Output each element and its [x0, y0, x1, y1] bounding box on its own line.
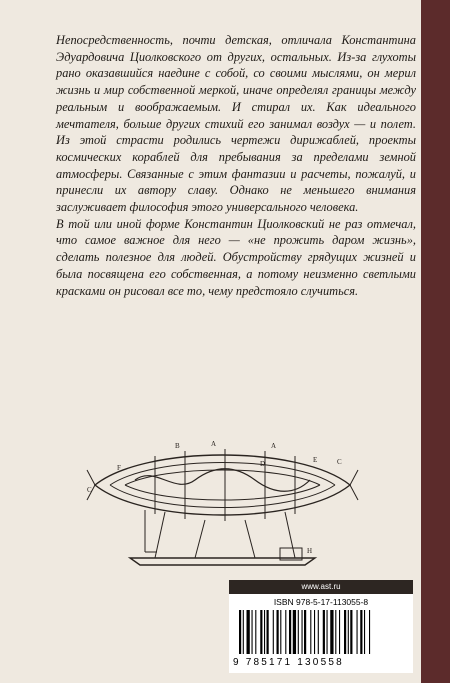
barcode-bar: [360, 610, 362, 654]
label-h: H: [307, 547, 313, 555]
barcode-bar: [304, 610, 306, 654]
barcode-bar: [369, 610, 370, 654]
barcode-bar: [339, 610, 340, 654]
barcode-bar: [260, 610, 262, 654]
barcode-bar: [239, 610, 241, 654]
barcode-bar: [350, 610, 352, 654]
barcode-bar: [302, 610, 303, 654]
barcode-bar: [323, 610, 325, 654]
barcode-bar: [344, 610, 346, 654]
barcode-bar: [330, 610, 333, 654]
barcode-bar: [289, 610, 291, 654]
back-cover-annotation: [56, 32, 416, 299]
label-c-left: C: [87, 486, 92, 494]
barcode-bar: [243, 610, 244, 654]
barcode-bar: [285, 610, 286, 654]
barcode-bar: [327, 610, 328, 654]
airship-engraving: [85, 440, 360, 570]
label-e: E: [313, 456, 318, 464]
barcode-bar: [357, 610, 358, 654]
label-d: D: [260, 460, 266, 468]
annotation-paragraph-1: Непосредственность, почти детская, отличала Константина Эдуардовича Циолковского от других, остальных. Из-за глухоты рано оказавшийся наедине с собой, со своими мыслями, он мерил жизнь и мир собственной меркой, иначе определял границы между реальным и воображаемым. И стирал их. Как идеального мечтателя, больше других стихий его занимал воздух — и полет. Из этой страсти родились чертежи дирижаблей, проекты космических кораблей для пребывания за пределами земной атмосферы. Связанные с этим фантазии и расчеты, пожалуй, и принесли их автору славу. Однако не меньшего внимания заслуживает философия этого универсального человека.: [56, 33, 416, 215]
label-b: B: [175, 442, 180, 450]
barcode-digits: 9 785171 130558: [233, 657, 344, 668]
annotation-paragraph-2: В той или иной форме Константин Циолковский не раз отмечал, что самое важное для него — «не прожить даром жизнь», сделать полезное для людей. Обустройству грядущих жизней и была посвящена его собственная, а потому неизменно светлыми красками он рисовал все то, чему предстояло случиться.: [56, 216, 416, 298]
barcode-bar: [264, 610, 265, 654]
barcode-bar: [318, 610, 319, 654]
barcode-bars: [237, 610, 407, 656]
barcode-block: [229, 580, 413, 673]
label-c-right: C: [337, 458, 342, 466]
barcode-bar: [273, 610, 274, 654]
barcode-bar: [298, 610, 299, 654]
barcode-bar: [310, 610, 311, 654]
barcode-bar: [247, 610, 250, 654]
barcode-bar: [293, 610, 296, 654]
barcode-bar: [280, 610, 281, 654]
barcode-bar: [335, 610, 336, 654]
publisher-website: www.ast.ru: [229, 580, 413, 594]
barcode-bar: [252, 610, 253, 654]
barcode-bar: [267, 610, 269, 654]
barcode-bar: [277, 610, 279, 654]
spine-strip: [421, 0, 450, 683]
barcode-bar: [314, 610, 315, 654]
label-a-right: A: [271, 442, 277, 450]
barcode-bar: [348, 610, 349, 654]
isbn-text: ISBN 978-5-17-113055-8: [273, 597, 369, 607]
barcode-bar: [364, 610, 365, 654]
barcode-bar: [255, 610, 256, 654]
label-a-top: A: [211, 440, 217, 448]
label-f: F: [117, 464, 121, 472]
